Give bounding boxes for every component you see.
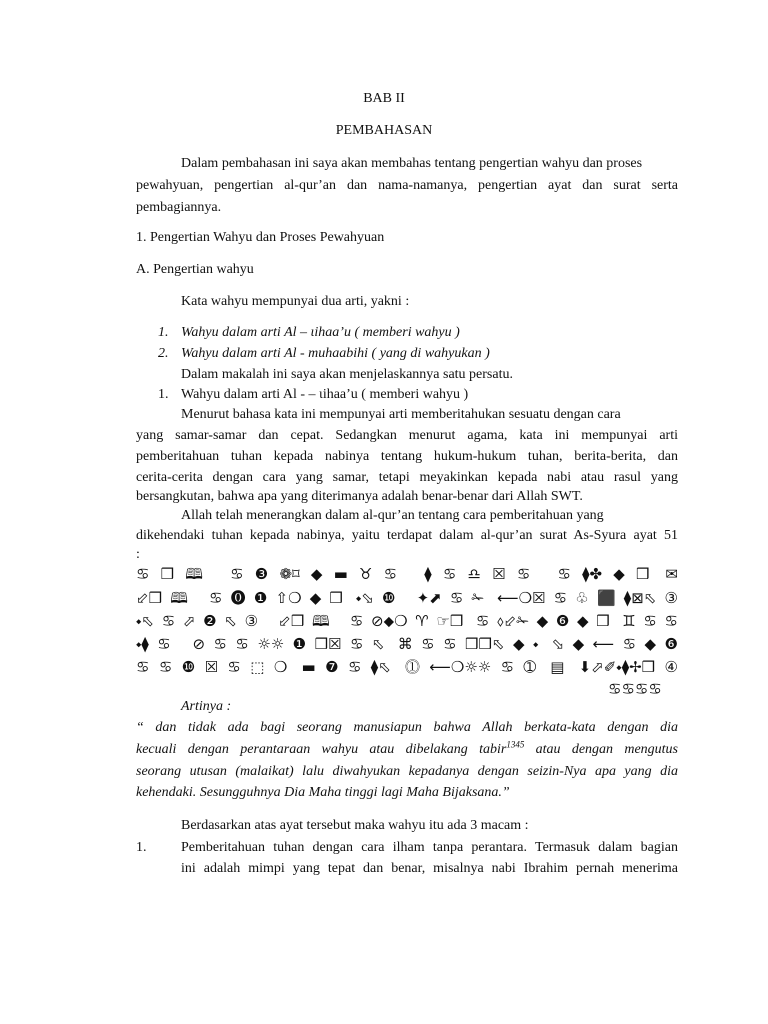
verse-glyph-line-2: ⬃❒🕮 ♋⓿❶⇧❍◆❒ ⬩⬂❿ ✦⬈♋✁ ⟵❍☒♋♧⬛⧫⊠⬁③ xyxy=(136,589,678,607)
translation-line-1: “ dan tidak ada bagi seorang manusiapun bahwa Allah berkata-kata dengan dia xyxy=(136,720,678,735)
subsection-title: A. Pengertian wahyu xyxy=(136,262,254,277)
verse-glyph-line-6: ♋♋♋♋ xyxy=(608,680,662,698)
list-item-2: Wahyu dalam arti Al - muhaabihi ( yang di wahyukan ) xyxy=(181,346,490,361)
translation-line-3: seorang utusan (malaikat) lalu diwahyukan kepadanya dengan seizin-Nya apa yang dia xyxy=(136,764,678,779)
section-title: 1. Pengertian Wahyu dan Proses Pewahyuan xyxy=(136,230,385,245)
verse-glyph-line-3: ⬩⬁♋⬀❷⬁③ ⬃❒🕮 ♋⊘⬥❍♈☞❒ ♋⬨⬃✁◆❻◆❒ ♊♋♋ xyxy=(136,612,678,630)
verse-glyph-line-1: ♋❒🕮 ♋❸❁⌑◆▬♉♋ ⧫♋♎☒♋ ♋⧫✤◆❒ ✉ xyxy=(136,565,678,583)
chapter-title: PEMBAHASAN xyxy=(335,123,433,138)
list-item-1: Wahyu dalam arti Al – ιihaa’u ( memberi wahyu ) xyxy=(181,325,460,340)
item1-title: Wahyu dalam arti Al - – ιihaa’u ( memberi wahyu ) xyxy=(181,387,469,402)
para2-line-2: dikehendaki tuhan kepada nabinya, yaitu terdapat dalam al-qur’an surat As-Syura ayat 51 xyxy=(136,528,678,543)
verse-glyph-line-4: ⬩⧫♋ ⊘♋♋☼☼❶❒☒♋⬁ ⌘♋♋❒❒⬁◆⬩ ⬂◆⟵♋◆❻ xyxy=(136,635,678,653)
para2-line-1: Allah telah menerangkan dalam al-qur’an tentang cara pemberitahuan yang xyxy=(181,508,604,523)
section2-item-number: 1. xyxy=(136,840,147,855)
section2-lead: Berdasarkan atas ayat tersebut maka wahyu itu ada 3 macam : xyxy=(181,818,529,833)
list-number-1: 1. xyxy=(158,325,169,340)
translation-line-2-tail: atau dengan mengutus xyxy=(535,742,679,757)
translation-line-2-text: kecuali dengan perantaraan wahyu atau dibelakang tabir xyxy=(136,742,507,757)
intro-line-1: Dalam pembahasan ini saya akan membahas tentang pengertian wahyu dan proses xyxy=(181,156,643,171)
note-sentence: Dalam makalah ini saya akan menjelaskannya satu persatu. xyxy=(181,367,513,382)
section2-item-line-1: Pemberitahuan tuhan dengan cara ilham tanpa perantara. Termasuk dalam bagian xyxy=(181,840,678,855)
intro-line-2: pewahyuan, pengertian al-qur’an dan nama-namanya, pengertian ayat dan surat serta xyxy=(136,178,678,193)
lead-sentence: Kata wahyu mempunyai dua arti, yakni : xyxy=(181,294,410,309)
chapter-heading: BAB II xyxy=(363,91,405,106)
verse-glyph-line-5: ♋♋❿☒♋⬚❍ ▬❼♋⧫⬁ ⓵⟵❍☼☼♋➀ ▤ ⬇⬀✐⬩⧫✢❒④ xyxy=(136,658,678,676)
para1-line-3: pemberitahuan tuhan kepada nabinya tentang hukum-hukum tuhan, berita-berita, dan xyxy=(136,449,678,464)
item1-number: 1. xyxy=(158,387,169,402)
footnote-reference[interactable]: 1345 xyxy=(506,739,525,750)
translation-line-4: kehendaki. Sesungguhnya Dia Maha tinggi lagi Maha Bijaksana.” xyxy=(136,785,510,800)
list-number-2: 2. xyxy=(158,346,169,361)
para2-line-3: : xyxy=(136,547,140,562)
para1-line-1: Menurut bahasa kata ini mempunyai arti memberitahukan sesuatu dengan cara xyxy=(181,407,621,422)
section2-item-line-2: ini adalah mimpi yang tepat dan benar, misalnya nabi Ibrahim pernah menerima xyxy=(181,861,678,876)
translation-label: Artinya : xyxy=(181,699,232,714)
para1-line-4: cerita-cerita dengan cara yang samar, tetapi meyakinkan kepada nabi atau rasul yang xyxy=(136,470,678,485)
para1-line-2: yang samar-samar dan cepat. Sedangkan menurut agama, kata ini mempunyai arti xyxy=(136,428,678,443)
intro-line-3: pembagiannya. xyxy=(136,200,222,215)
translation-line-2 xyxy=(136,740,678,760)
para1-line-5: bersangkutan, bahwa apa yang diterimanya adalah benar-benar dari Allah SWT. xyxy=(136,489,583,504)
